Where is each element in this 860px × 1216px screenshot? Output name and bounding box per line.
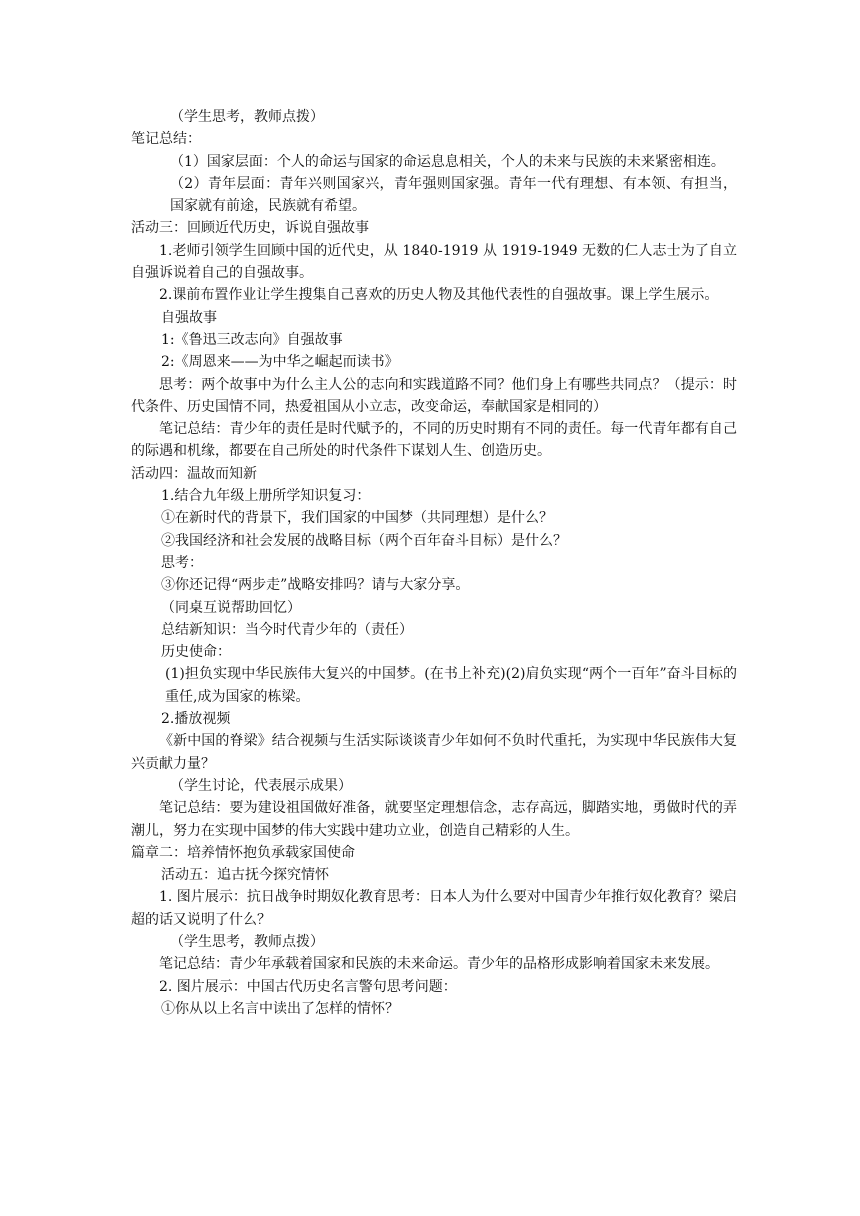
text-line: 思考： xyxy=(161,554,203,571)
text-paragraph: (1)担负实现中华民族伟大复兴的中国梦。(在书上补充)(2)肩负实现“两个一百年”奋斗目标的重任,成为国家的栋梁。 xyxy=(165,666,737,705)
activity-heading: 活动五：追古抚今探究情怀 xyxy=(161,867,329,884)
text-line: 历史使命： xyxy=(161,644,231,661)
text-paragraph: 思考：两个故事中为什么主人公的志向和实践道路不同？他们身上有哪些共同点？（提示：时代条件、历史国情不同，热爱祖国从小立志，改变命运，奉献国家是相同的） xyxy=(131,376,737,415)
text-line: 总结新知识：当今时代青少年的（责任） xyxy=(161,621,413,638)
list-item: 1:《鲁迅三改志向》自强故事 xyxy=(161,331,343,348)
text-line: （同桌互说帮助回忆） xyxy=(161,599,301,616)
activity-heading: 活动四：温故而知新 xyxy=(131,465,257,482)
list-item: ①在新时代的背景下，我们国家的中国梦（共同理想）是什么？ xyxy=(161,510,553,527)
list-item: ③你还记得“两步走”战略安排吗？请与大家分享。 xyxy=(161,577,470,594)
list-item: 2:《周恩来——为中华之崛起而读书》 xyxy=(161,354,399,371)
list-item: ①你从以上名言中读出了怎样的情怀？ xyxy=(161,1000,399,1017)
document-body xyxy=(131,106,737,1020)
text-paragraph: （2）青年层面：青年兴则国家兴，青年强则国家强。青年一代有理想、有本领、有担当，国家就有前途，民族就有希望。 xyxy=(170,175,737,215)
text-line: 自强故事 xyxy=(161,309,217,326)
text-paragraph: 1. 图片展示：抗日战争时期奴化教育思考：日本人为什么要对中国青少年推行奴化教育？梁启超的话又说明了什么？ xyxy=(131,889,737,928)
list-item: 2. 图片展示：中国古代历史名言警句思考问题： xyxy=(159,978,457,995)
text-paragraph: 《新中国的脊梁》结合视频与生活实际谈谈青少年如何不负时代重托，为实现中华民族伟大复兴贡献力量？ xyxy=(131,733,737,772)
list-item: 1.结合九年级上册所学知识复习： xyxy=(161,488,371,505)
list-item: 2.播放视频 xyxy=(161,711,231,728)
text-paragraph: 笔记总结：要为建设祖国做好准备，就要坚定理想信念，志存高远，脚踏实地，勇做时代的弄潮儿，努力在实现中国梦的伟大实践中建功立业，创造自己精彩的人生。 xyxy=(131,800,737,839)
text-line: （学生思考，教师点拨） xyxy=(170,109,324,125)
text-paragraph: （1）国家层面：个人的命运与国家的命运息息相关，个人的未来与民族的未来紧密相连。 xyxy=(170,153,725,170)
section-label: 笔记总结： xyxy=(131,131,201,148)
list-item: ②我国经济和社会发展的战略目标（两个百年奋斗目标）是什么？ xyxy=(161,532,567,549)
activity-heading: 活动三：回顾近代历史，诉说自强故事 xyxy=(131,220,369,237)
text-line: （学生讨论，代表展示成果） xyxy=(170,777,352,794)
text-paragraph: 笔记总结：青少年的责任是时代赋予的，不同的历史时期有不同的责任。每一代青年都有自己的际遇和机缘，都要在自己所处的时代条件下谋划人生、创造历史。 xyxy=(131,421,737,460)
chapter-heading: 篇章二：培养情怀抱负承载家国使命 xyxy=(131,844,355,861)
text-paragraph: 笔记总结：青少年承载着国家和民族的未来命运。青少年的品格形成影响着国家未来发展。 xyxy=(159,956,719,973)
text-paragraph: 2.课前布置作业让学生搜集自己喜欢的历史人物及其他代表性的自强故事。课上学生展示。 xyxy=(159,287,719,304)
text-paragraph: 1.老师引领学生回顾中国的近代史，从 1840-1919 从 1919-1949 无数的仁人志士为了自立自强诉说着自己的自强故事。 xyxy=(131,242,737,282)
text-line: （学生思考，教师点拨） xyxy=(170,933,324,950)
